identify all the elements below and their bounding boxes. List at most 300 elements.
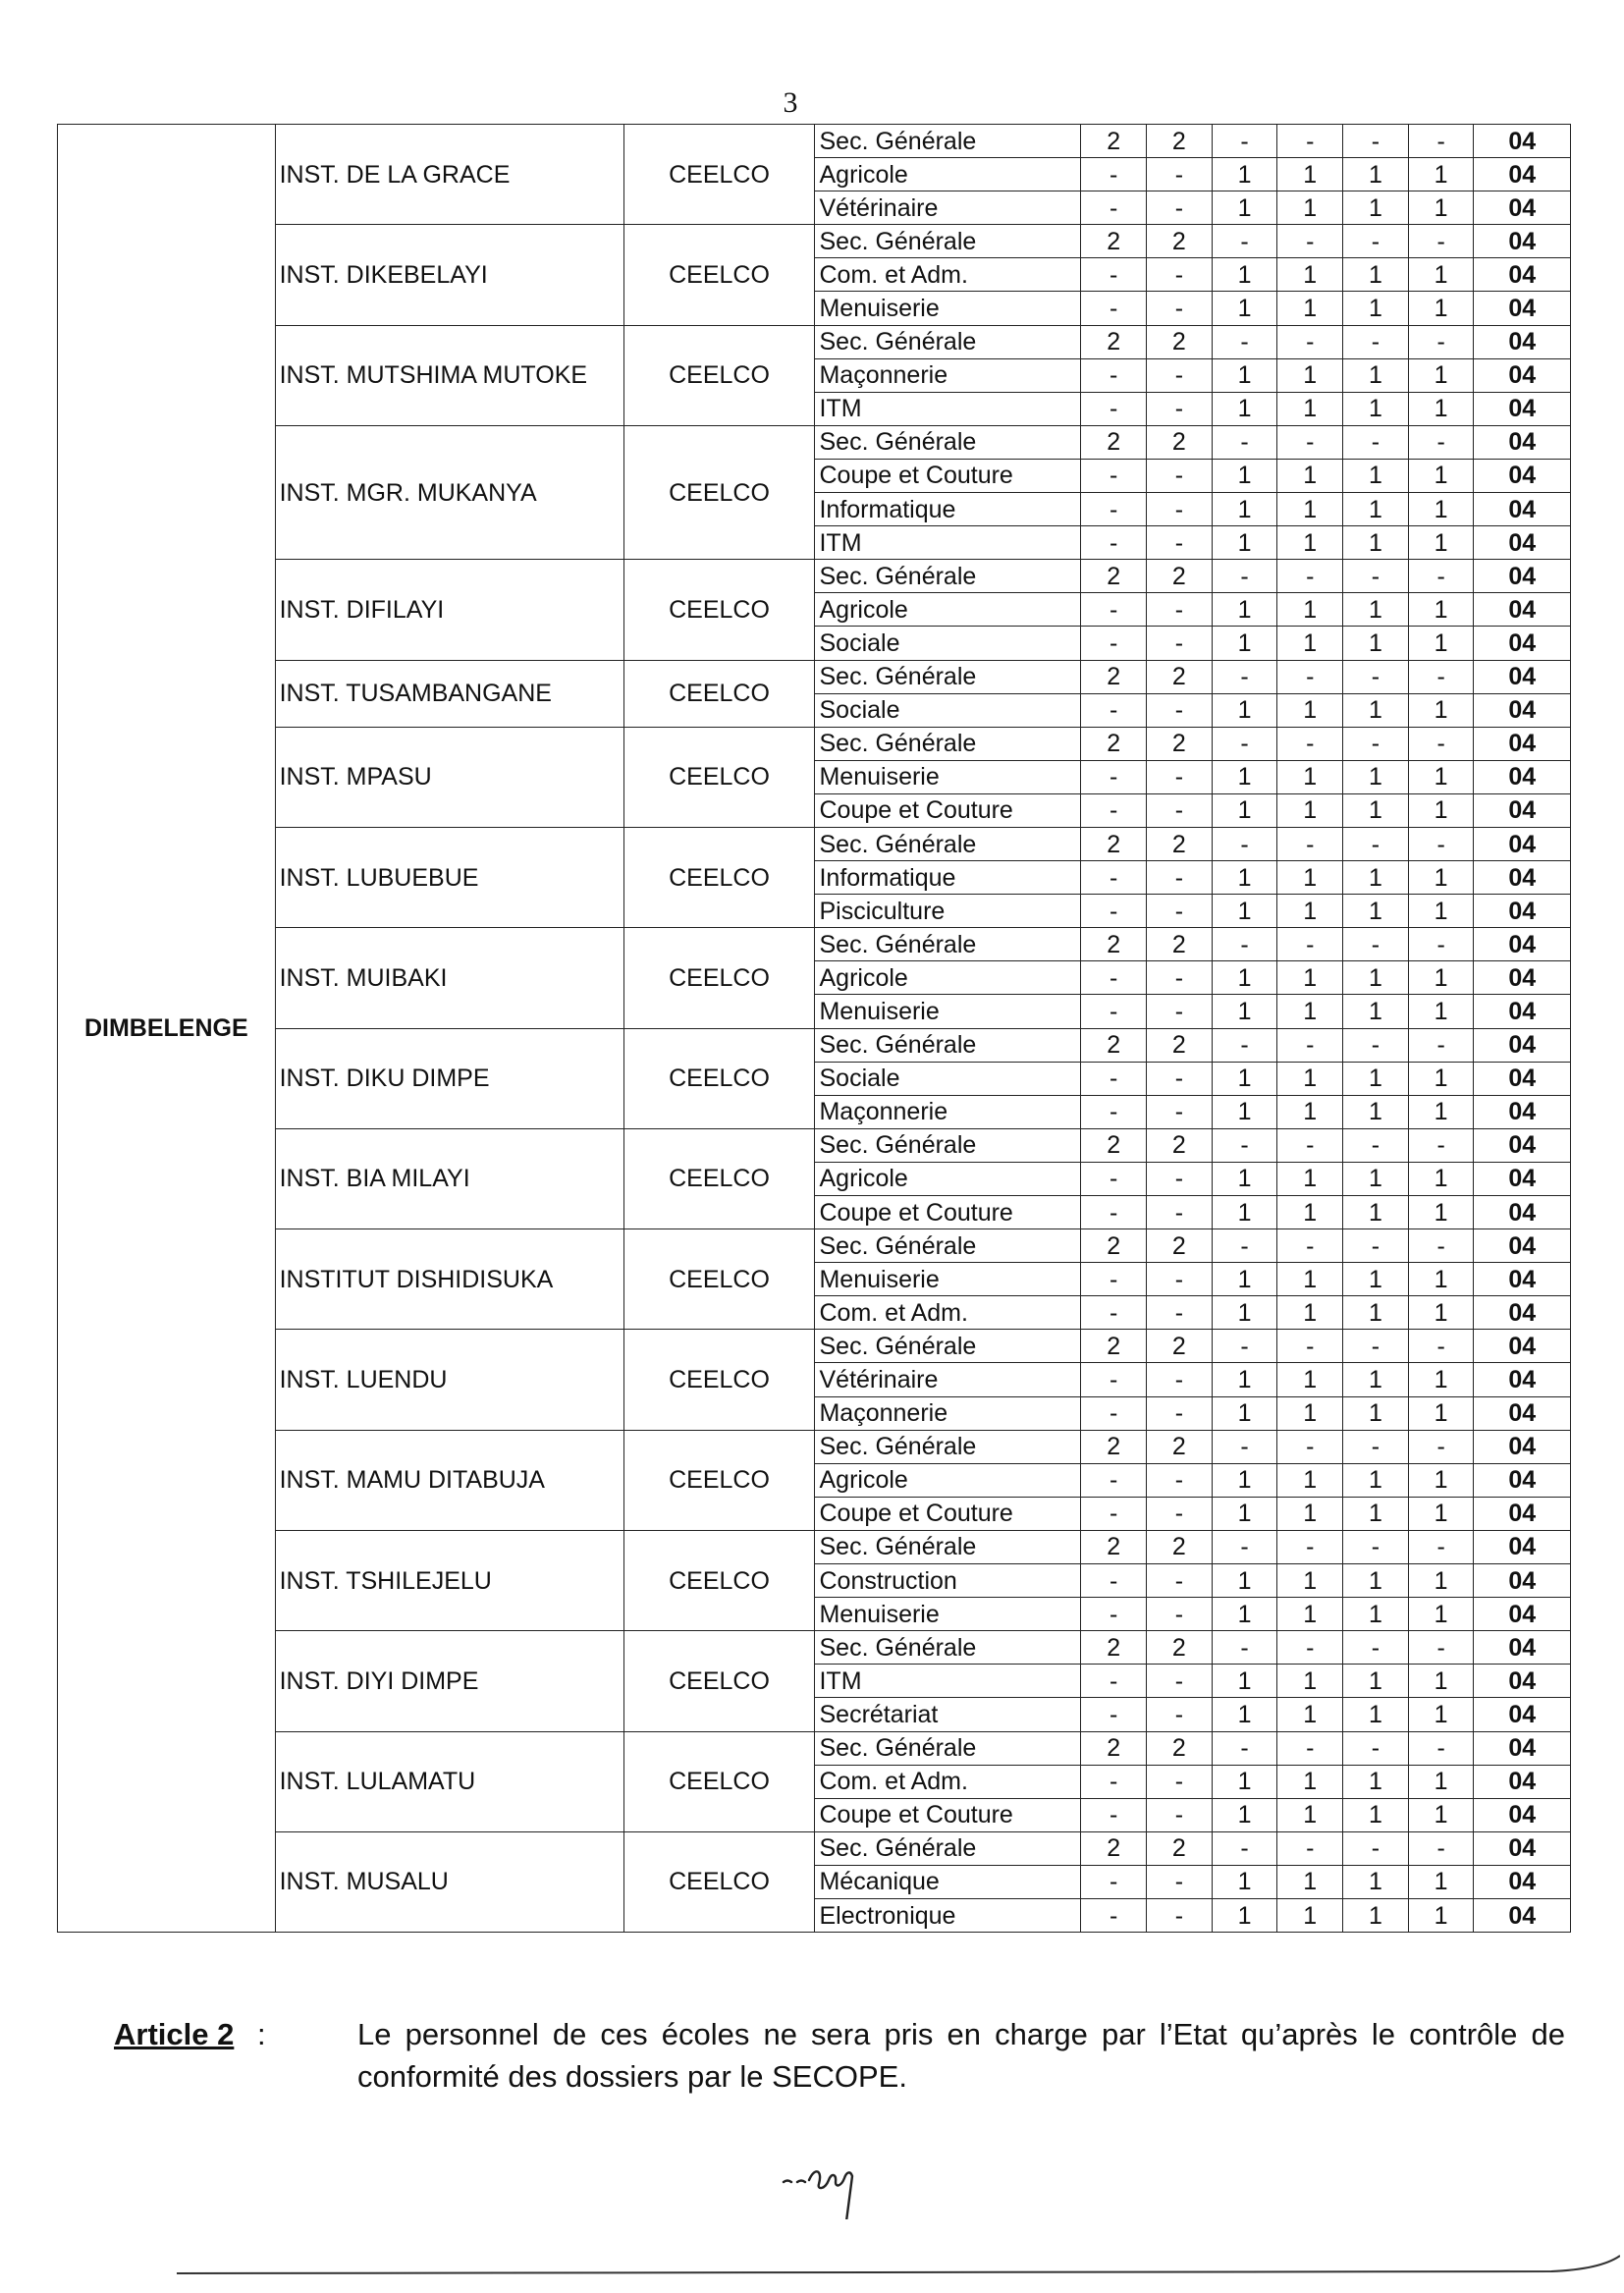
section-name: Maçonnerie [815,358,1081,392]
table-row [58,325,1571,358]
class-count-cell: - [1147,693,1213,727]
class-count-cell: 1 [1343,1095,1409,1128]
class-count-cell: 2 [1147,827,1213,860]
table-row [58,560,1571,593]
class-count-cell: - [1147,627,1213,660]
class-count-cell: 2 [1081,827,1147,860]
section-name: Com. et Adm. [815,258,1081,292]
class-count-cell: 2 [1147,125,1213,158]
class-count-cell: 1 [1343,1463,1409,1497]
class-count-cell: - [1147,961,1213,995]
class-count-cell: - [1081,895,1147,928]
class-count-cell: 1 [1277,1095,1343,1128]
class-count-cell: 1 [1277,861,1343,895]
class-count-cell: - [1147,258,1213,292]
school-network: CEELCO [623,1430,815,1530]
total-cell: 04 [1474,325,1571,358]
table-row [58,125,1571,158]
class-count-cell: 1 [1343,1898,1409,1932]
class-count-cell: 1 [1408,995,1474,1028]
total-cell: 04 [1474,158,1571,191]
class-count-cell: - [1147,1095,1213,1128]
total-cell: 04 [1474,727,1571,760]
page-number: 3 [783,86,798,119]
class-count-cell: 1 [1408,292,1474,325]
class-count-cell: 1 [1212,1062,1277,1095]
class-count-cell: 1 [1212,526,1277,560]
class-count-cell: 1 [1212,1798,1277,1831]
class-count-cell: - [1408,425,1474,459]
school-network: CEELCO [623,1229,815,1330]
class-count-cell: 1 [1277,961,1343,995]
table-row [58,1530,1571,1563]
class-count-cell: 1 [1212,895,1277,928]
class-count-cell: - [1081,961,1147,995]
class-count-cell: - [1147,995,1213,1028]
total-cell: 04 [1474,1128,1571,1162]
class-count-cell: - [1147,1898,1213,1932]
class-count-cell: - [1277,928,1343,961]
class-count-cell: - [1343,1731,1409,1765]
class-count-cell: - [1408,325,1474,358]
school-name: INST. DIKEBELAYI [275,225,623,325]
total-cell: 04 [1474,1497,1571,1530]
class-count-cell: 1 [1277,1798,1343,1831]
school-name: INST. BIA MILAYI [275,1128,623,1228]
class-count-cell: - [1343,125,1409,158]
class-count-cell: 1 [1212,1263,1277,1296]
class-count-cell: 1 [1277,526,1343,560]
class-count-cell: - [1081,793,1147,827]
class-count-cell: 1 [1408,1798,1474,1831]
table-row [58,1028,1571,1062]
class-count-cell: - [1147,1196,1213,1229]
total-cell: 04 [1474,526,1571,560]
class-count-cell: 1 [1408,1463,1474,1497]
class-count-cell: - [1081,1463,1147,1497]
class-count-cell: 1 [1277,1598,1343,1631]
section-name: Menuiserie [815,1263,1081,1296]
section-name: Sec. Générale [815,827,1081,860]
class-count-cell: - [1212,1631,1277,1665]
total-cell: 04 [1474,827,1571,860]
class-count-cell: 2 [1081,1631,1147,1665]
class-count-cell: - [1212,425,1277,459]
class-count-cell: 1 [1343,1665,1409,1698]
class-count-cell: 1 [1343,258,1409,292]
total-cell: 04 [1474,1330,1571,1363]
class-count-cell: - [1212,1731,1277,1765]
class-count-cell: 2 [1081,125,1147,158]
school-network: CEELCO [623,660,815,727]
section-name: Sociale [815,1062,1081,1095]
class-count-cell: 1 [1277,158,1343,191]
total-cell: 04 [1474,1598,1571,1631]
class-count-cell: 1 [1212,1363,1277,1396]
class-count-cell: 1 [1343,292,1409,325]
class-count-cell: 1 [1212,392,1277,425]
school-name: INST. LUENDU [275,1330,623,1430]
section-name: Maçonnerie [815,1396,1081,1430]
school-network: CEELCO [623,425,815,559]
class-count-cell: - [1081,1396,1147,1430]
class-count-cell: 1 [1343,961,1409,995]
total-cell: 04 [1474,258,1571,292]
class-count-cell: 2 [1147,225,1213,258]
section-name: Sec. Générale [815,1330,1081,1363]
section-name: Electronique [815,1898,1081,1932]
total-cell: 04 [1474,191,1571,225]
total-cell: 04 [1474,1831,1571,1865]
class-count-cell: 1 [1277,459,1343,492]
total-cell: 04 [1474,1396,1571,1430]
class-count-cell: - [1212,1128,1277,1162]
class-count-cell: - [1147,1865,1213,1898]
class-count-cell: - [1081,1564,1147,1598]
class-count-cell: 1 [1408,158,1474,191]
class-count-cell: - [1081,1598,1147,1631]
class-count-cell: 1 [1343,1497,1409,1530]
class-count-cell: 1 [1408,593,1474,627]
class-count-cell: - [1408,125,1474,158]
class-count-cell: 1 [1408,191,1474,225]
class-count-cell: - [1277,1831,1343,1865]
class-count-cell: 1 [1343,1062,1409,1095]
class-count-cell: 1 [1408,258,1474,292]
class-count-cell: - [1081,593,1147,627]
class-count-cell: 1 [1212,1463,1277,1497]
class-count-cell: 1 [1212,1564,1277,1598]
class-count-cell: 1 [1277,1665,1343,1698]
class-count-cell: - [1147,1296,1213,1330]
class-count-cell: 1 [1343,895,1409,928]
class-count-cell: 1 [1277,1062,1343,1095]
class-count-cell: - [1212,1430,1277,1463]
school-name: INST. MUTSHIMA MUTOKE [275,325,623,425]
footer-scan-line [177,2254,1620,2293]
total-cell: 04 [1474,1698,1571,1731]
class-count-cell: - [1343,827,1409,860]
class-count-cell: 1 [1277,895,1343,928]
school-name: INST. MUSALU [275,1831,623,1932]
class-count-cell: 1 [1343,593,1409,627]
class-count-cell: - [1081,627,1147,660]
class-count-cell: - [1147,1564,1213,1598]
class-count-cell: - [1343,660,1409,693]
class-count-cell: - [1081,693,1147,727]
class-count-cell: 1 [1408,358,1474,392]
section-name: Secrétariat [815,1698,1081,1731]
class-count-cell: 1 [1212,1865,1277,1898]
class-count-cell: 1 [1408,1363,1474,1396]
class-count-cell: - [1081,292,1147,325]
class-count-cell: 1 [1343,1765,1409,1798]
class-count-cell: - [1081,1865,1147,1898]
class-count-cell: 2 [1081,727,1147,760]
section-name: Sec. Générale [815,1028,1081,1062]
section-name: Com. et Adm. [815,1296,1081,1330]
class-count-cell: 1 [1277,1363,1343,1396]
class-count-cell: 1 [1212,995,1277,1028]
section-name: Informatique [815,861,1081,895]
class-count-cell: 2 [1147,1530,1213,1563]
school-name: INSTITUT DISHIDISUKA [275,1229,623,1330]
section-name: Sec. Générale [815,1631,1081,1665]
section-name: Pisciculture [815,895,1081,928]
class-count-cell: 1 [1277,627,1343,660]
school-name: INST. LUBUEBUE [275,827,623,927]
class-count-cell: - [1343,325,1409,358]
class-count-cell: - [1277,1430,1343,1463]
class-count-cell: 1 [1343,1698,1409,1731]
total-cell: 04 [1474,995,1571,1028]
class-count-cell: 1 [1408,1898,1474,1932]
class-count-cell: 1 [1277,1196,1343,1229]
school-network: CEELCO [623,1128,815,1228]
class-count-cell: - [1081,1062,1147,1095]
class-count-cell: - [1277,827,1343,860]
class-count-cell: 2 [1081,225,1147,258]
class-count-cell: 1 [1408,1765,1474,1798]
class-count-cell: - [1147,1698,1213,1731]
class-count-cell: - [1408,1731,1474,1765]
class-count-cell: 1 [1408,459,1474,492]
section-name: ITM [815,526,1081,560]
section-name: Sec. Générale [815,727,1081,760]
school-name: INST. MAMU DITABUJA [275,1430,623,1530]
schools-table-body [58,125,1571,1933]
class-count-cell: - [1277,1530,1343,1563]
school-network: CEELCO [623,1330,815,1430]
total-cell: 04 [1474,1865,1571,1898]
class-count-cell: 1 [1212,1898,1277,1932]
school-name: INST. DIYI DIMPE [275,1631,623,1731]
class-count-cell: 1 [1277,258,1343,292]
class-count-cell: - [1081,1363,1147,1396]
class-count-cell: 1 [1277,693,1343,727]
school-network: CEELCO [623,225,815,325]
class-count-cell: - [1408,1831,1474,1865]
class-count-cell: 2 [1081,1831,1147,1865]
school-network: CEELCO [623,325,815,425]
class-count-cell: 2 [1147,727,1213,760]
class-count-cell: - [1343,1430,1409,1463]
class-count-cell: 1 [1277,760,1343,793]
school-network: CEELCO [623,827,815,927]
class-count-cell: 1 [1212,191,1277,225]
class-count-cell: - [1081,1497,1147,1530]
class-count-cell: - [1277,1631,1343,1665]
class-count-cell: 2 [1081,325,1147,358]
class-count-cell: 1 [1277,1497,1343,1530]
class-count-cell: - [1147,1497,1213,1530]
section-name: Sec. Générale [815,1530,1081,1563]
class-count-cell: 1 [1408,392,1474,425]
class-count-cell: 1 [1408,1396,1474,1430]
total-cell: 04 [1474,1631,1571,1665]
class-count-cell: - [1343,1330,1409,1363]
table-row [58,1631,1571,1665]
class-count-cell: - [1081,1798,1147,1831]
class-count-cell: - [1147,292,1213,325]
class-count-cell: - [1147,392,1213,425]
class-count-cell: 1 [1343,1798,1409,1831]
class-count-cell: 1 [1408,1162,1474,1195]
class-count-cell: - [1343,1128,1409,1162]
class-count-cell: 2 [1147,560,1213,593]
class-count-cell: 1 [1343,1162,1409,1195]
total-cell: 04 [1474,560,1571,593]
table-row [58,827,1571,860]
section-name: Sociale [815,693,1081,727]
class-count-cell: 2 [1147,660,1213,693]
class-count-cell: - [1408,827,1474,860]
class-count-cell: - [1277,1229,1343,1263]
school-network: CEELCO [623,560,815,660]
class-count-cell: 2 [1081,1330,1147,1363]
total-cell: 04 [1474,793,1571,827]
class-count-cell: - [1277,325,1343,358]
table-row [58,727,1571,760]
handwritten-initials [776,2151,893,2219]
class-count-cell: - [1147,1798,1213,1831]
class-count-cell: - [1277,225,1343,258]
class-count-cell: 1 [1277,1698,1343,1731]
total-cell: 04 [1474,225,1571,258]
school-network: CEELCO [623,1631,815,1731]
class-count-cell: 1 [1277,1162,1343,1195]
section-name: Coupe et Couture [815,793,1081,827]
class-count-cell: - [1081,526,1147,560]
total-cell: 04 [1474,1731,1571,1765]
section-name: Agricole [815,158,1081,191]
total-cell: 04 [1474,693,1571,727]
section-name: Coupe et Couture [815,459,1081,492]
section-name: Menuiserie [815,292,1081,325]
class-count-cell: - [1147,526,1213,560]
section-name: Sec. Générale [815,1229,1081,1263]
total-cell: 04 [1474,760,1571,793]
class-count-cell: 1 [1408,1598,1474,1631]
class-count-cell: 1 [1343,627,1409,660]
section-name: Menuiserie [815,995,1081,1028]
class-count-cell: 2 [1081,1430,1147,1463]
class-count-cell: 2 [1081,560,1147,593]
article-label: Article 2 [114,2017,235,2051]
class-count-cell: 2 [1147,1330,1213,1363]
section-name: Agricole [815,1463,1081,1497]
table-row [58,1831,1571,1865]
total-cell: 04 [1474,627,1571,660]
class-count-cell: 1 [1212,1162,1277,1195]
class-count-cell: - [1212,1229,1277,1263]
total-cell: 04 [1474,1798,1571,1831]
class-count-cell: 1 [1343,861,1409,895]
class-count-cell: - [1081,392,1147,425]
class-count-cell: 2 [1081,1028,1147,1062]
class-count-cell: 1 [1212,1296,1277,1330]
class-count-cell: - [1081,861,1147,895]
school-name: INST. MPASU [275,727,623,827]
section-name: Sec. Générale [815,928,1081,961]
school-network: CEELCO [623,1731,815,1831]
class-count-cell: - [1081,358,1147,392]
class-count-cell: 1 [1212,258,1277,292]
class-count-cell: 1 [1277,1898,1343,1932]
class-count-cell: - [1147,1062,1213,1095]
class-count-cell: 1 [1212,793,1277,827]
class-count-cell: 1 [1212,1196,1277,1229]
class-count-cell: 1 [1212,961,1277,995]
class-count-cell: 1 [1212,861,1277,895]
class-count-cell: - [1408,928,1474,961]
class-count-cell: 2 [1081,425,1147,459]
class-count-cell: 2 [1147,1731,1213,1765]
class-count-cell: 2 [1147,1229,1213,1263]
article-text: Le personnel de ces écoles ne sera pris en charge par l’Etat qu’après le contrôle de conformité des dossiers par le SECOPE. [357,2017,1565,2094]
section-name: Mécanique [815,1865,1081,1898]
class-count-cell: - [1081,1095,1147,1128]
class-count-cell: - [1147,1363,1213,1396]
total-cell: 04 [1474,1062,1571,1095]
class-count-cell: 2 [1147,1831,1213,1865]
class-count-cell: - [1212,325,1277,358]
section-name: Sec. Générale [815,1430,1081,1463]
class-count-cell: 1 [1408,895,1474,928]
class-count-cell: 1 [1212,1497,1277,1530]
class-count-cell: - [1408,727,1474,760]
total-cell: 04 [1474,1564,1571,1598]
class-count-cell: 1 [1408,1865,1474,1898]
section-name: Agricole [815,593,1081,627]
class-count-cell: 1 [1343,1363,1409,1396]
class-count-cell: - [1147,158,1213,191]
schools-table [57,124,1571,1933]
class-count-cell: - [1212,560,1277,593]
class-count-cell: 1 [1212,1598,1277,1631]
class-count-cell: - [1212,928,1277,961]
section-name: Sec. Générale [815,225,1081,258]
school-name: INST. DE LA GRACE [275,125,623,225]
class-count-cell: - [1147,793,1213,827]
class-count-cell: - [1081,158,1147,191]
total-cell: 04 [1474,895,1571,928]
section-name: Sec. Générale [815,125,1081,158]
class-count-cell: - [1212,1530,1277,1563]
total-cell: 04 [1474,660,1571,693]
class-count-cell: 2 [1081,1229,1147,1263]
total-cell: 04 [1474,1363,1571,1396]
total-cell: 04 [1474,593,1571,627]
class-count-cell: 1 [1277,1564,1343,1598]
class-count-cell: - [1277,125,1343,158]
class-count-cell: - [1147,760,1213,793]
total-cell: 04 [1474,425,1571,459]
class-count-cell: 1 [1408,1698,1474,1731]
class-count-cell: - [1147,895,1213,928]
class-count-cell: 2 [1081,1128,1147,1162]
section-name: Coupe et Couture [815,1497,1081,1530]
class-count-cell: 2 [1081,660,1147,693]
total-cell: 04 [1474,861,1571,895]
class-count-cell: 1 [1212,593,1277,627]
total-cell: 04 [1474,292,1571,325]
class-count-cell: - [1212,1028,1277,1062]
class-count-cell: - [1081,258,1147,292]
class-count-cell: - [1212,225,1277,258]
total-cell: 04 [1474,1765,1571,1798]
class-count-cell: 2 [1081,1731,1147,1765]
